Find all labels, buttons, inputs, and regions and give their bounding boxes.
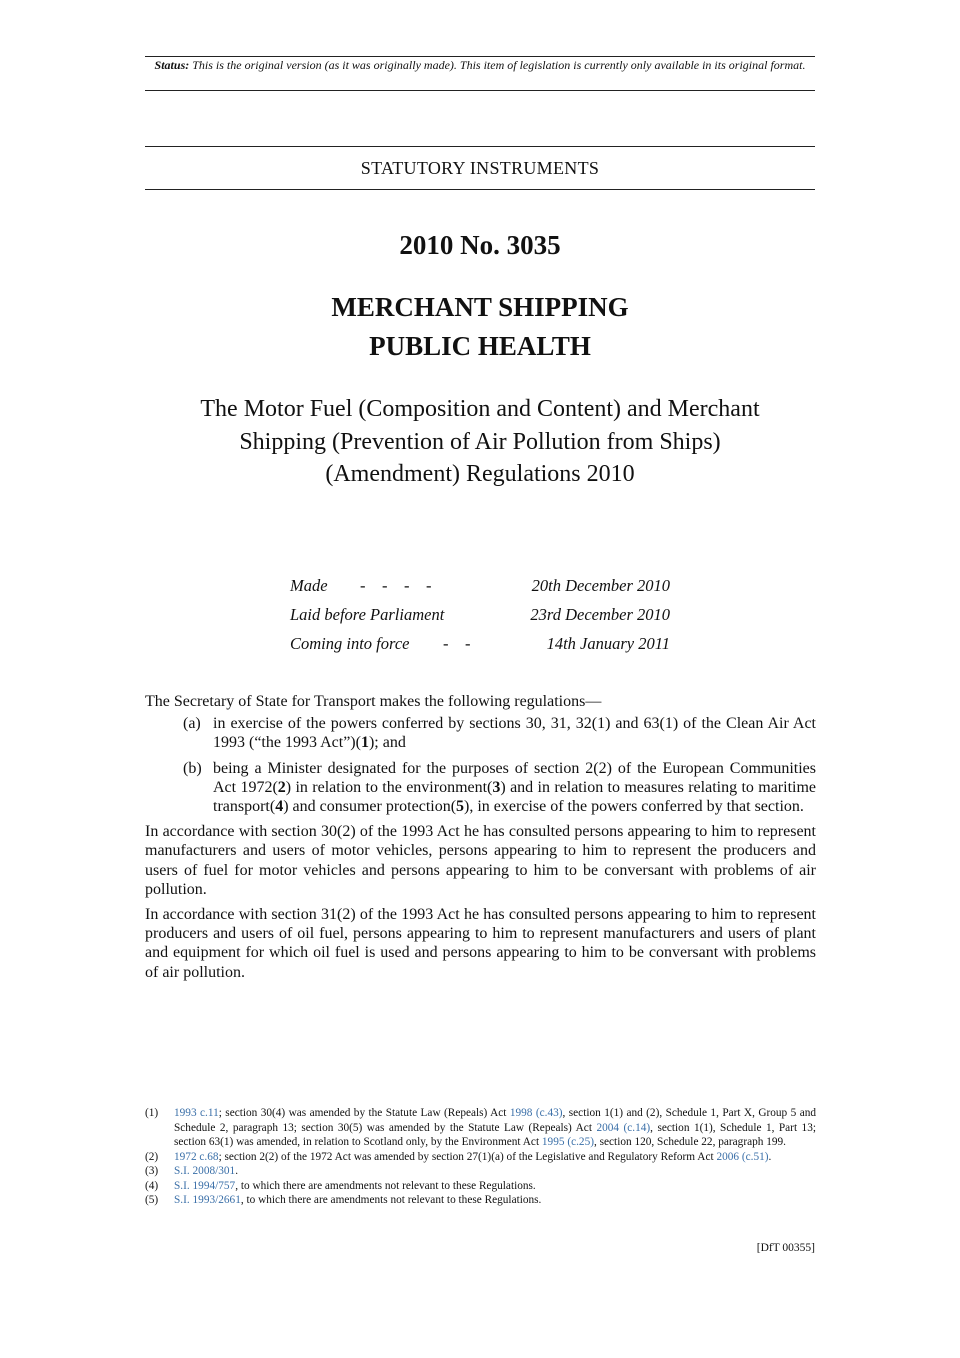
footnote-number: (4) (145, 1179, 159, 1192)
legislation-link[interactable]: 1972 c.68 (174, 1150, 219, 1163)
subject-heading: MERCHANT SHIPPING (331, 292, 629, 322)
date-value: 23rd December 2010 (530, 605, 670, 624)
regulations-title: The Motor Fuel (Composition and Content) and Merchant Shipping (Prevention of Air Pollution from Ships) (Amendment) Regulations 2010 (200, 396, 760, 487)
footnote-number: (3) (145, 1165, 159, 1177)
dates-table (290, 576, 675, 663)
subject-heading: PUBLIC HEALTH (369, 331, 591, 361)
footnote-2 (145, 1150, 816, 1165)
footnote-text: , section 1(1), Schedule 1, Part 13; section 63(1) was amended, in relation to Scotland only, by the Environment Act (174, 1121, 816, 1148)
item-text: ), in exercise of the powers conferred by that section. (464, 798, 804, 816)
status-text: This is the original version (as it was originally made). This item of legislation is currently only available in its original format. (192, 58, 806, 72)
footnote-ref[interactable]: 1 (360, 734, 369, 752)
footnotes (145, 1106, 816, 1208)
date-label: Made (290, 576, 328, 595)
footnote-ref[interactable]: 2 (277, 778, 286, 796)
item-text: ) and in relation to measures relating to maritime transport( (213, 778, 817, 816)
footnote-1 (145, 1106, 816, 1150)
legislation-link[interactable]: S.I. 1993/2661 (174, 1194, 241, 1206)
footnote-ref[interactable]: 4 (275, 798, 284, 816)
date-label: Coming into force (290, 634, 410, 653)
footnote-number: (1) (145, 1107, 159, 1119)
date-value: 20th December 2010 (531, 576, 670, 595)
preamble-intro: The Secretary of State for Transport makes the following regulations— (145, 693, 602, 710)
date-row-made (290, 576, 675, 605)
date-row-force (290, 634, 675, 663)
legislation-link[interactable]: S.I. 2008/301 (174, 1165, 236, 1177)
preamble (145, 692, 816, 988)
legislation-link[interactable]: 2006 (c.51) (716, 1150, 769, 1163)
item-text: ) in relation to the environment( (285, 778, 493, 796)
item-text: ); and (368, 734, 406, 752)
footnote-ref[interactable]: 5 (456, 798, 465, 816)
date-leader: - - - - (360, 576, 432, 595)
legislation-link[interactable]: 1993 c.11 (174, 1107, 219, 1119)
footnote-text: . (235, 1165, 239, 1177)
preamble-item-b (145, 759, 816, 817)
item-label: (b) (183, 759, 202, 777)
item-text: being a Minister designated for the purposes of section 2(2) of the European Communities Act 1972( (213, 759, 816, 796)
legislation-link[interactable]: 2004 (c.14) (596, 1121, 651, 1134)
legislation-link[interactable]: S.I. 1994/757 (174, 1179, 236, 1192)
footnote-text: ; section 2(2) of the 1972 Act was amended by section 27(1)(a) of the Legislative and Regulatory Reform Act (218, 1150, 717, 1163)
legislation-link[interactable]: 1995 (c.25) (541, 1136, 594, 1148)
series-heading: STATUTORY INSTRUMENTS (360, 158, 600, 178)
footnote-text: , to which there are amendments not relevant to these Regulations. (235, 1179, 536, 1192)
department-reference: [DfT 00355] (756, 1242, 815, 1254)
footnote-ref[interactable]: 3 (492, 778, 501, 796)
footnote-text: , to which there are amendments not relevant to these Regulations. (240, 1194, 542, 1206)
date-row-laid (290, 605, 675, 634)
series-top-rule (145, 146, 815, 147)
footnote-text: , section 120, Schedule 22, paragraph 199. (593, 1136, 786, 1148)
date-value: 14th January 2011 (546, 634, 670, 653)
status-note (145, 58, 815, 73)
consultation-paragraph: In accordance with section 31(2) of the 1993 Act he has consulted persons appearing to him to represent producers and users of oil fuel, persons appearing to him to represent manufacturers and users of plant and equipment for which oil fuel is used and persons appearing to him to be conversant with problems of air pollution. (145, 906, 816, 981)
item-text: in exercise of the powers conferred by sections 30, 31, 32(1) and 63(1) of the Clean Air Act 1993 (“the 1993 Act”)( (213, 715, 816, 752)
footnote-number: (2) (145, 1150, 159, 1163)
instrument-number: 2010 No. 3035 (399, 230, 561, 260)
footnote-4 (145, 1179, 816, 1194)
footnote-3 (145, 1164, 816, 1179)
subject-headings (145, 288, 815, 366)
footnote-text: , section 1(1) and (2), Schedule 1, Part X, Group 5 and Schedule 2, paragraph 13; section 30(5) was amended by the Statute Law (Repeals) Act (174, 1107, 817, 1134)
item-label: (a) (183, 715, 201, 733)
legislation-link[interactable]: 1998 (c.43) (509, 1107, 563, 1119)
item-text: ) and consumer protection( (283, 798, 457, 816)
status-bottom-rule (145, 90, 815, 91)
preamble-item-a (145, 714, 816, 752)
series-bottom-rule (145, 189, 815, 190)
date-leader: - - (443, 634, 471, 653)
date-label: Laid before Parliament (290, 605, 445, 624)
footnote-text: . (768, 1150, 772, 1163)
footnote-number: (5) (145, 1194, 159, 1206)
status-label: Status: (154, 58, 190, 72)
top-rule (145, 56, 815, 57)
footnote-5 (145, 1193, 816, 1208)
consultation-paragraph: In accordance with section 30(2) of the 1993 Act he has consulted persons appearing to him to represent manufacturers and users of motor vehicles, persons appearing to him to represent the producers and users of fuel for motor vehicles and persons appearing to him to be conversant with problems of air pollution. (145, 823, 816, 898)
footnote-text: ; section 30(4) was amended by the Statute Law (Repeals) Act (218, 1107, 510, 1119)
